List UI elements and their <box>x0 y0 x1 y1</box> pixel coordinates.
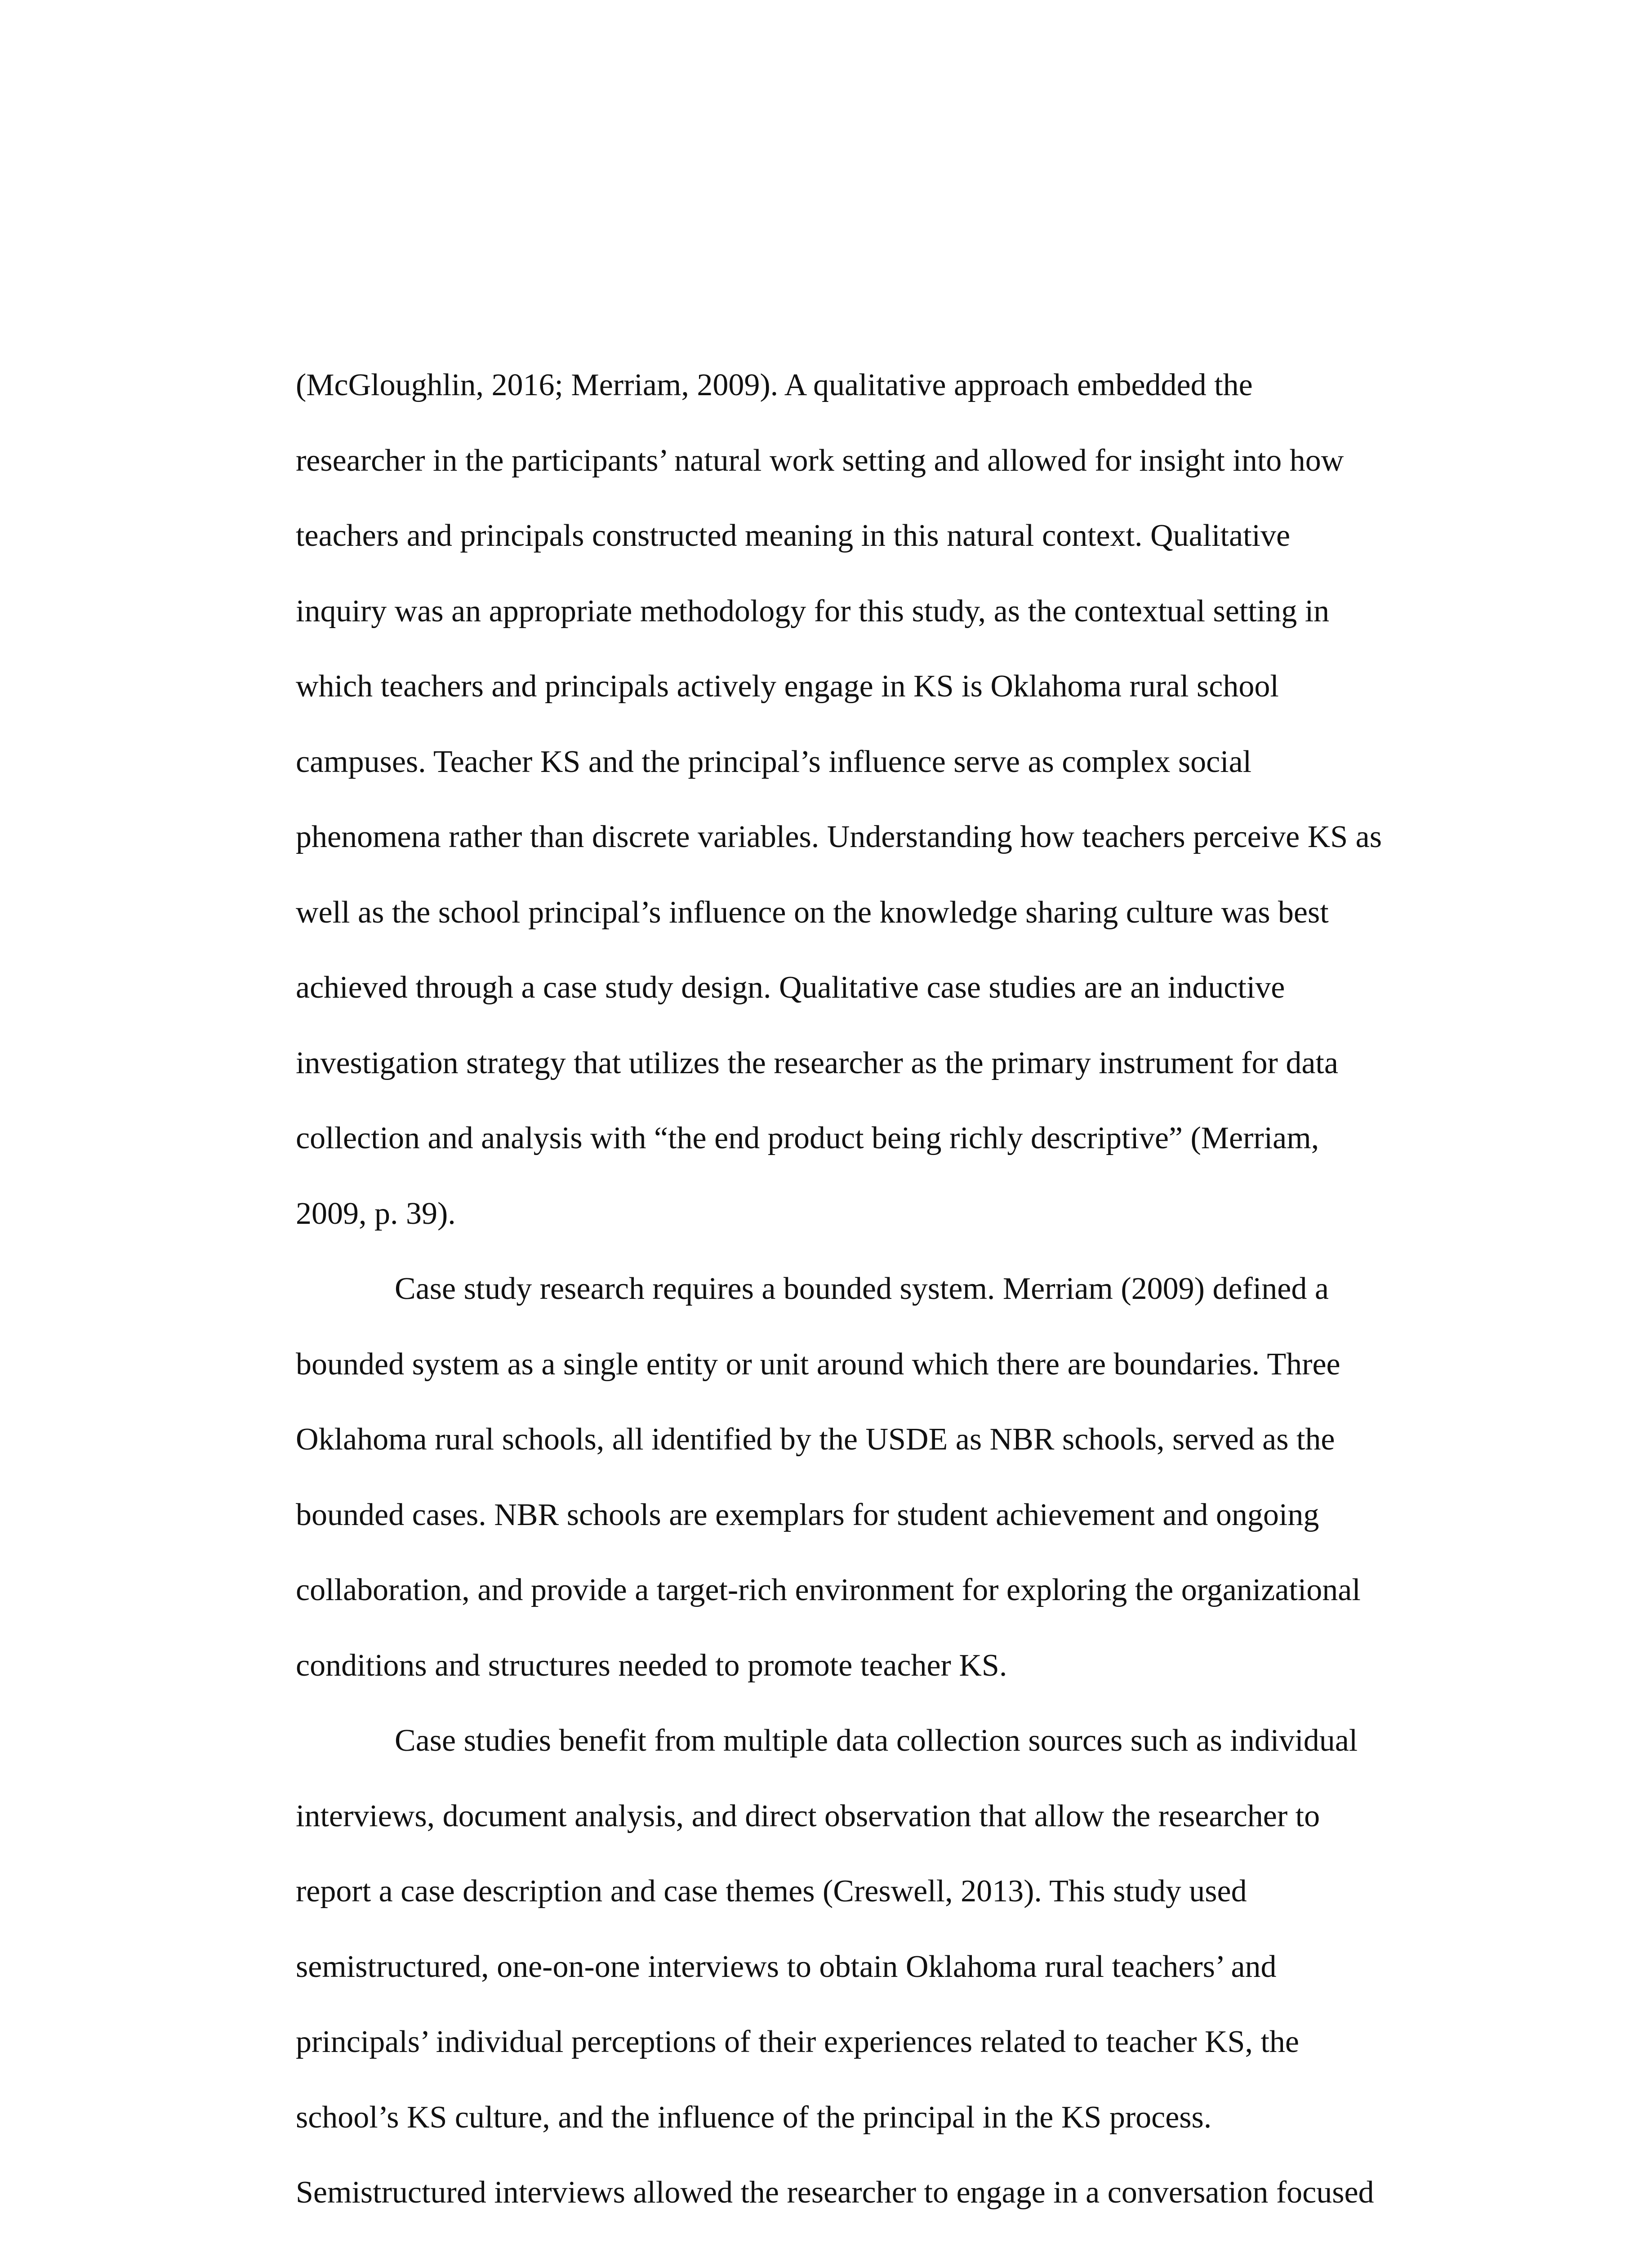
text-line: semistructured, one-on-one interviews to obtain Oklahoma rural teachers’ and <box>296 1949 1277 1984</box>
text-line: researcher in the participants’ natural work setting and allowed for insight into how <box>296 443 1344 478</box>
text-line: phenomena rather than discrete variables. Understanding how teachers perceive KS as <box>296 820 1382 854</box>
text-line: report a case description and case themes (Creswell, 2013). This study used <box>296 1874 1247 1909</box>
text-line: Case studies benefit from multiple data collection sources such as individual <box>395 1723 1358 1758</box>
text-line: campuses. Teacher KS and the principal’s influence serve as complex social <box>296 744 1252 779</box>
body-text <box>296 365 1447 2248</box>
text-line: (McGloughlin, 2016; Merriam, 2009). A qualitative approach embedded the <box>296 368 1253 402</box>
text-line: collaboration, and provide a target-rich environment for exploring the organizational <box>296 1573 1361 1607</box>
paragraph <box>296 1721 1447 2248</box>
paragraph <box>296 1269 1447 1721</box>
text-line: principals’ individual perceptions of their experiences related to teacher KS, the <box>296 2025 1300 2059</box>
paragraph <box>296 365 1447 1269</box>
text-line: investigation strategy that utilizes the researcher as the primary instrument for data <box>296 1045 1338 1080</box>
text-line: conditions and structures needed to promote teacher KS. <box>296 1648 1007 1683</box>
text-line: achieved through a case study design. Qualitative case studies are an inductive <box>296 970 1285 1005</box>
text-line: bounded cases. NBR schools are exemplars for student achievement and ongoing <box>296 1497 1319 1532</box>
text-line: collection and analysis with “the end product being richly descriptive” (Merriam, <box>296 1121 1319 1155</box>
text-line: interviews, document analysis, and direct observation that allow the researcher to <box>296 1798 1320 1833</box>
text-line: school’s KS culture, and the influence of the principal in the KS process. <box>296 2100 1212 2135</box>
text-line: inquiry was an appropriate methodology for this study, as the contextual setting in <box>296 593 1330 629</box>
text-line: bounded system as a single entity or unit around which there are boundaries. Three <box>296 1347 1340 1382</box>
text-line: Oklahoma rural schools, all identified by the USDE as NBR schools, served as the <box>296 1422 1335 1457</box>
text-line: teachers and principals constructed meaning in this natural context. Qualitative <box>296 518 1291 553</box>
text-line: 2009, p. 39). <box>296 1196 456 1231</box>
text-line: well as the school principal’s influence on the knowledge sharing culture was best <box>296 895 1329 930</box>
text-line: which teachers and principals actively engage in KS is Oklahoma rural school <box>296 669 1279 704</box>
text-line: Semistructured interviews allowed the researcher to engage in a conversation focused <box>296 2175 1374 2210</box>
text-line: Case study research requires a bounded system. Merriam (2009) defined a <box>395 1271 1329 1306</box>
